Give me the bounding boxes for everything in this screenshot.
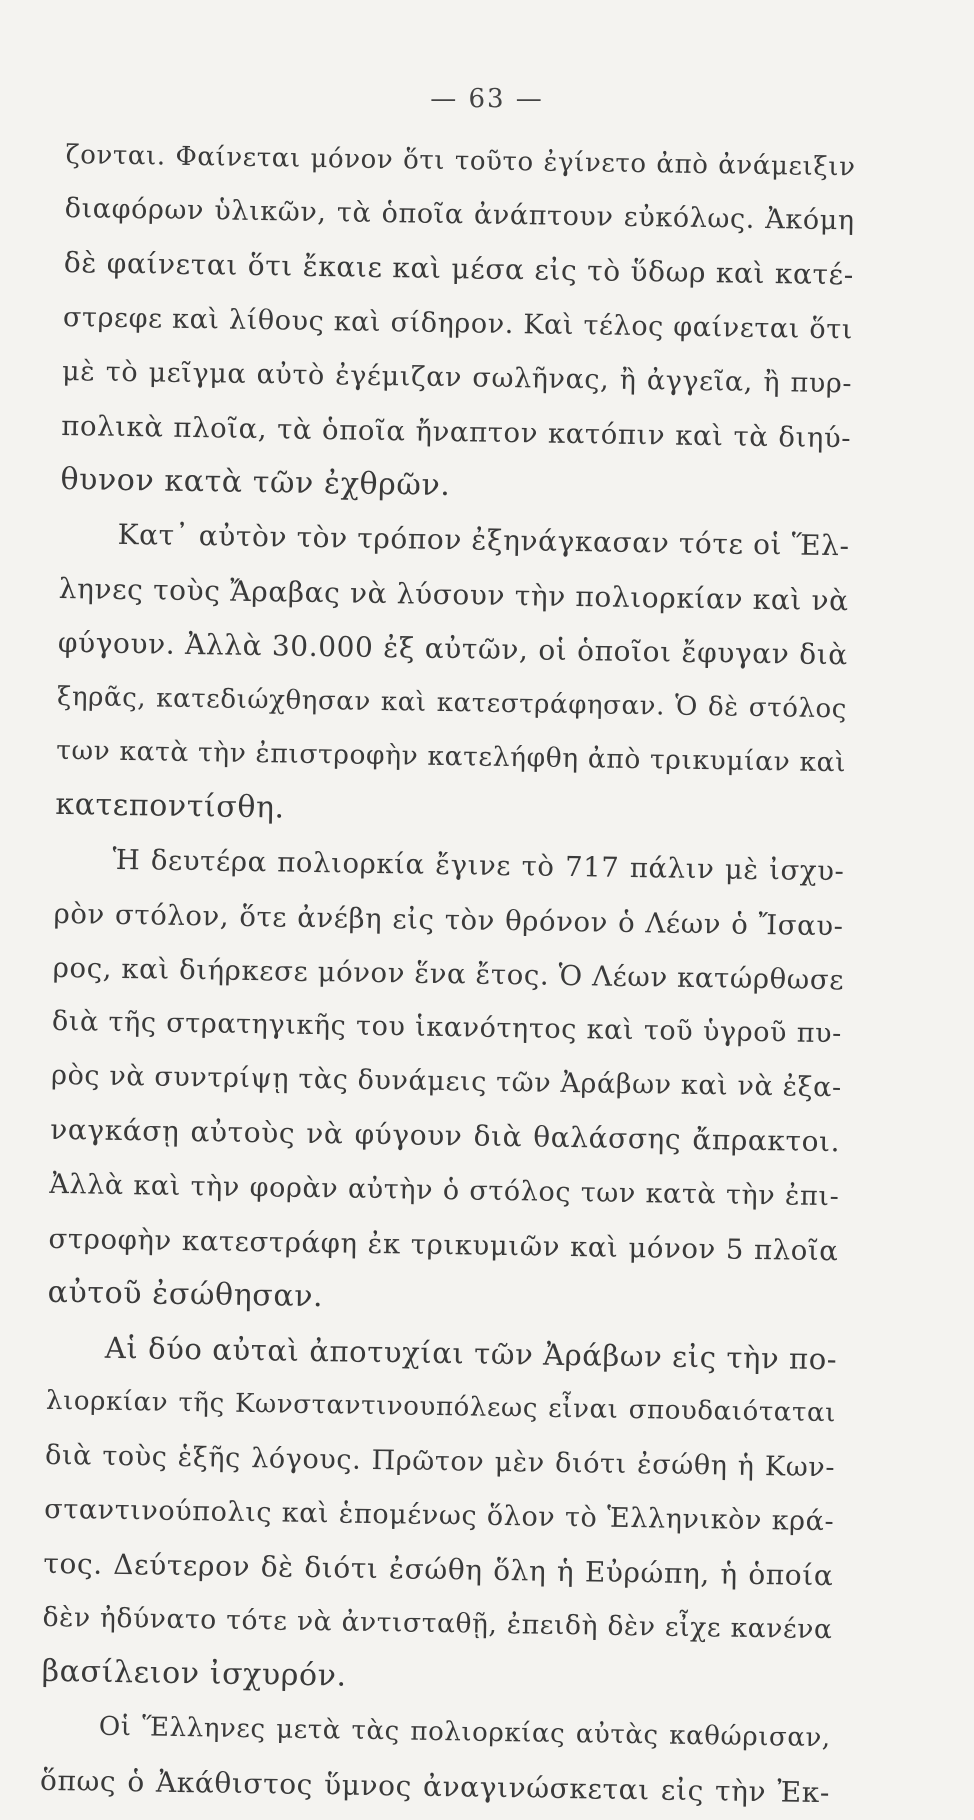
text-line: δὲ φαίνεται ὅτι ἔκαιε καὶ μέσα εἰς τὸ ὕδωρ καὶ κατέ- xyxy=(63,246,855,292)
text-line: θυνον κατὰ τῶν ἐχθρῶν. xyxy=(60,462,451,504)
text-line: Οἱ Ἕλληνες μετὰ τὰς πολιορκίας αὐτὰς καθώρισαν, xyxy=(98,1712,832,1754)
text-line: τος. Δεύτερον δὲ διότι ἐσώθη ὅλη ἡ Εὐρώπη, ἡ ὁποία xyxy=(43,1546,834,1593)
text-line: μὲ τὸ μεῖγμα αὐτὸ ἐγέμιζαν σωλῆνας, ἢ ἀγγεῖα, ἢ πυρ- xyxy=(61,355,853,400)
text-line: ρὸν στόλον, ὅτε ἀνέβη εἰς τὸν θρόνον ὁ Λέων ὁ Ἴσαυ- xyxy=(53,897,844,942)
text-line: διὰ τοὺς ἑξῆς λόγους. Πρῶτον μὲν διότι ἐσώθη ἡ Κων- xyxy=(44,1439,836,1483)
text-line: φύγουν. Ἀλλὰ 30.000 ἐξ αὐτῶν, οἱ ὁποῖοι ἔφυγαν διὰ xyxy=(57,625,849,672)
text-line: βασίλειον ἰσχυρόν. xyxy=(41,1654,347,1694)
text-line: ληνες τοὺς Ἄραβας νὰ λύσουν τὴν πολιορκίαν καὶ νὰ xyxy=(58,571,849,617)
text-line: διὰ τῆς στρατηγικῆς του ἱκανότητος καὶ τοῦ ὑγροῦ πυ- xyxy=(51,1005,843,1050)
text-line: Ἡ δευτέρα πολιορκία ἔγινε τὸ 717 πάλιν μὲ ἰσχυ- xyxy=(112,844,845,888)
page-number: — 63 — xyxy=(430,84,544,114)
text-line: Ἀλλὰ καὶ τὴν φορὰν αὐτὴν ὁ στόλος των κατὰ τὴν ἐπι- xyxy=(49,1168,840,1212)
text-line: δὲν ἠδύνατο τότε νὰ ἀντισταθῇ, ἐπειδὴ δὲν εἶχε κανένα xyxy=(42,1601,833,1646)
text-line: στρεφε καὶ λίθους καὶ σίδηρον. Καὶ τέλος φαίνεται ὅτι xyxy=(62,301,854,345)
text-line: ξηρᾶς, κατεδιώχθησαν καὶ κατεστράφησαν. Ὁ δὲ στόλος xyxy=(56,681,848,725)
text-line: ζονται. Φαίνεται μόνον ὅτι τοῦτο ἐγίνετο ἀπὸ ἀνάμειξιν xyxy=(65,139,856,183)
text-line: των κατὰ τὴν ἐπιστροφὴν κατελήφθη ἀπὸ τρικυμίαν καὶ xyxy=(55,734,847,779)
text-line: ρὸς νὰ συντρίψῃ τὰς δυνάμεις τῶν Ἀράβων καὶ νὰ ἐξα- xyxy=(50,1060,842,1104)
text-line: πολικὰ πλοῖα, τὰ ὁποῖα ἤναπτον κατόπιν καὶ τὰ διηύ- xyxy=(61,409,852,455)
text-line: αὐτοῦ ἐσώθησαν. xyxy=(47,1274,324,1315)
text-line: ναγκάσῃ αὐτοὺς νὰ φύγουν διὰ θαλάσσης ἄπρακτοι. xyxy=(50,1113,841,1159)
text-line: σταντινούπολις καὶ ἑπομένως ὅλον τὸ Ἑλληνικὸν κρά- xyxy=(44,1493,835,1537)
text-line: στροφὴν κατεστράφη ἐκ τρικυμιῶν καὶ μόνον 5 πλοῖα xyxy=(48,1222,839,1268)
text-line: κατεποντίσθη. xyxy=(55,787,285,826)
text-line: λιορκίαν τῆς Κωνσταντινουπόλεως εἶναι σπουδαιόταται xyxy=(45,1386,837,1429)
text-line: ρος, καὶ διήρκεσε μόνον ἕνα ἔτος. Ὁ Λέων κατώρθωσε xyxy=(52,951,845,997)
text-line: Αἱ δύο αὐταὶ ἀποτυχίαι τῶν Ἀράβων εἰς τὴν πο- xyxy=(104,1330,838,1377)
body-text xyxy=(40,128,856,1820)
text-line: ὅπως ὁ Ἀκάθιστος ὕμνος ἀναγινώσκεται εἰς τὴν Ἐκ- xyxy=(39,1763,831,1809)
text-line: Κατ᾽ αὐτὸν τὸν τρόπον ἐξηνάγκασαν τότε οἱ Ἕλ- xyxy=(117,518,850,563)
text-line: διαφόρων ὑλικῶν, τὰ ὁποῖα ἀνάπτουν εὐκόλως. Ἀκόμη xyxy=(64,193,855,237)
